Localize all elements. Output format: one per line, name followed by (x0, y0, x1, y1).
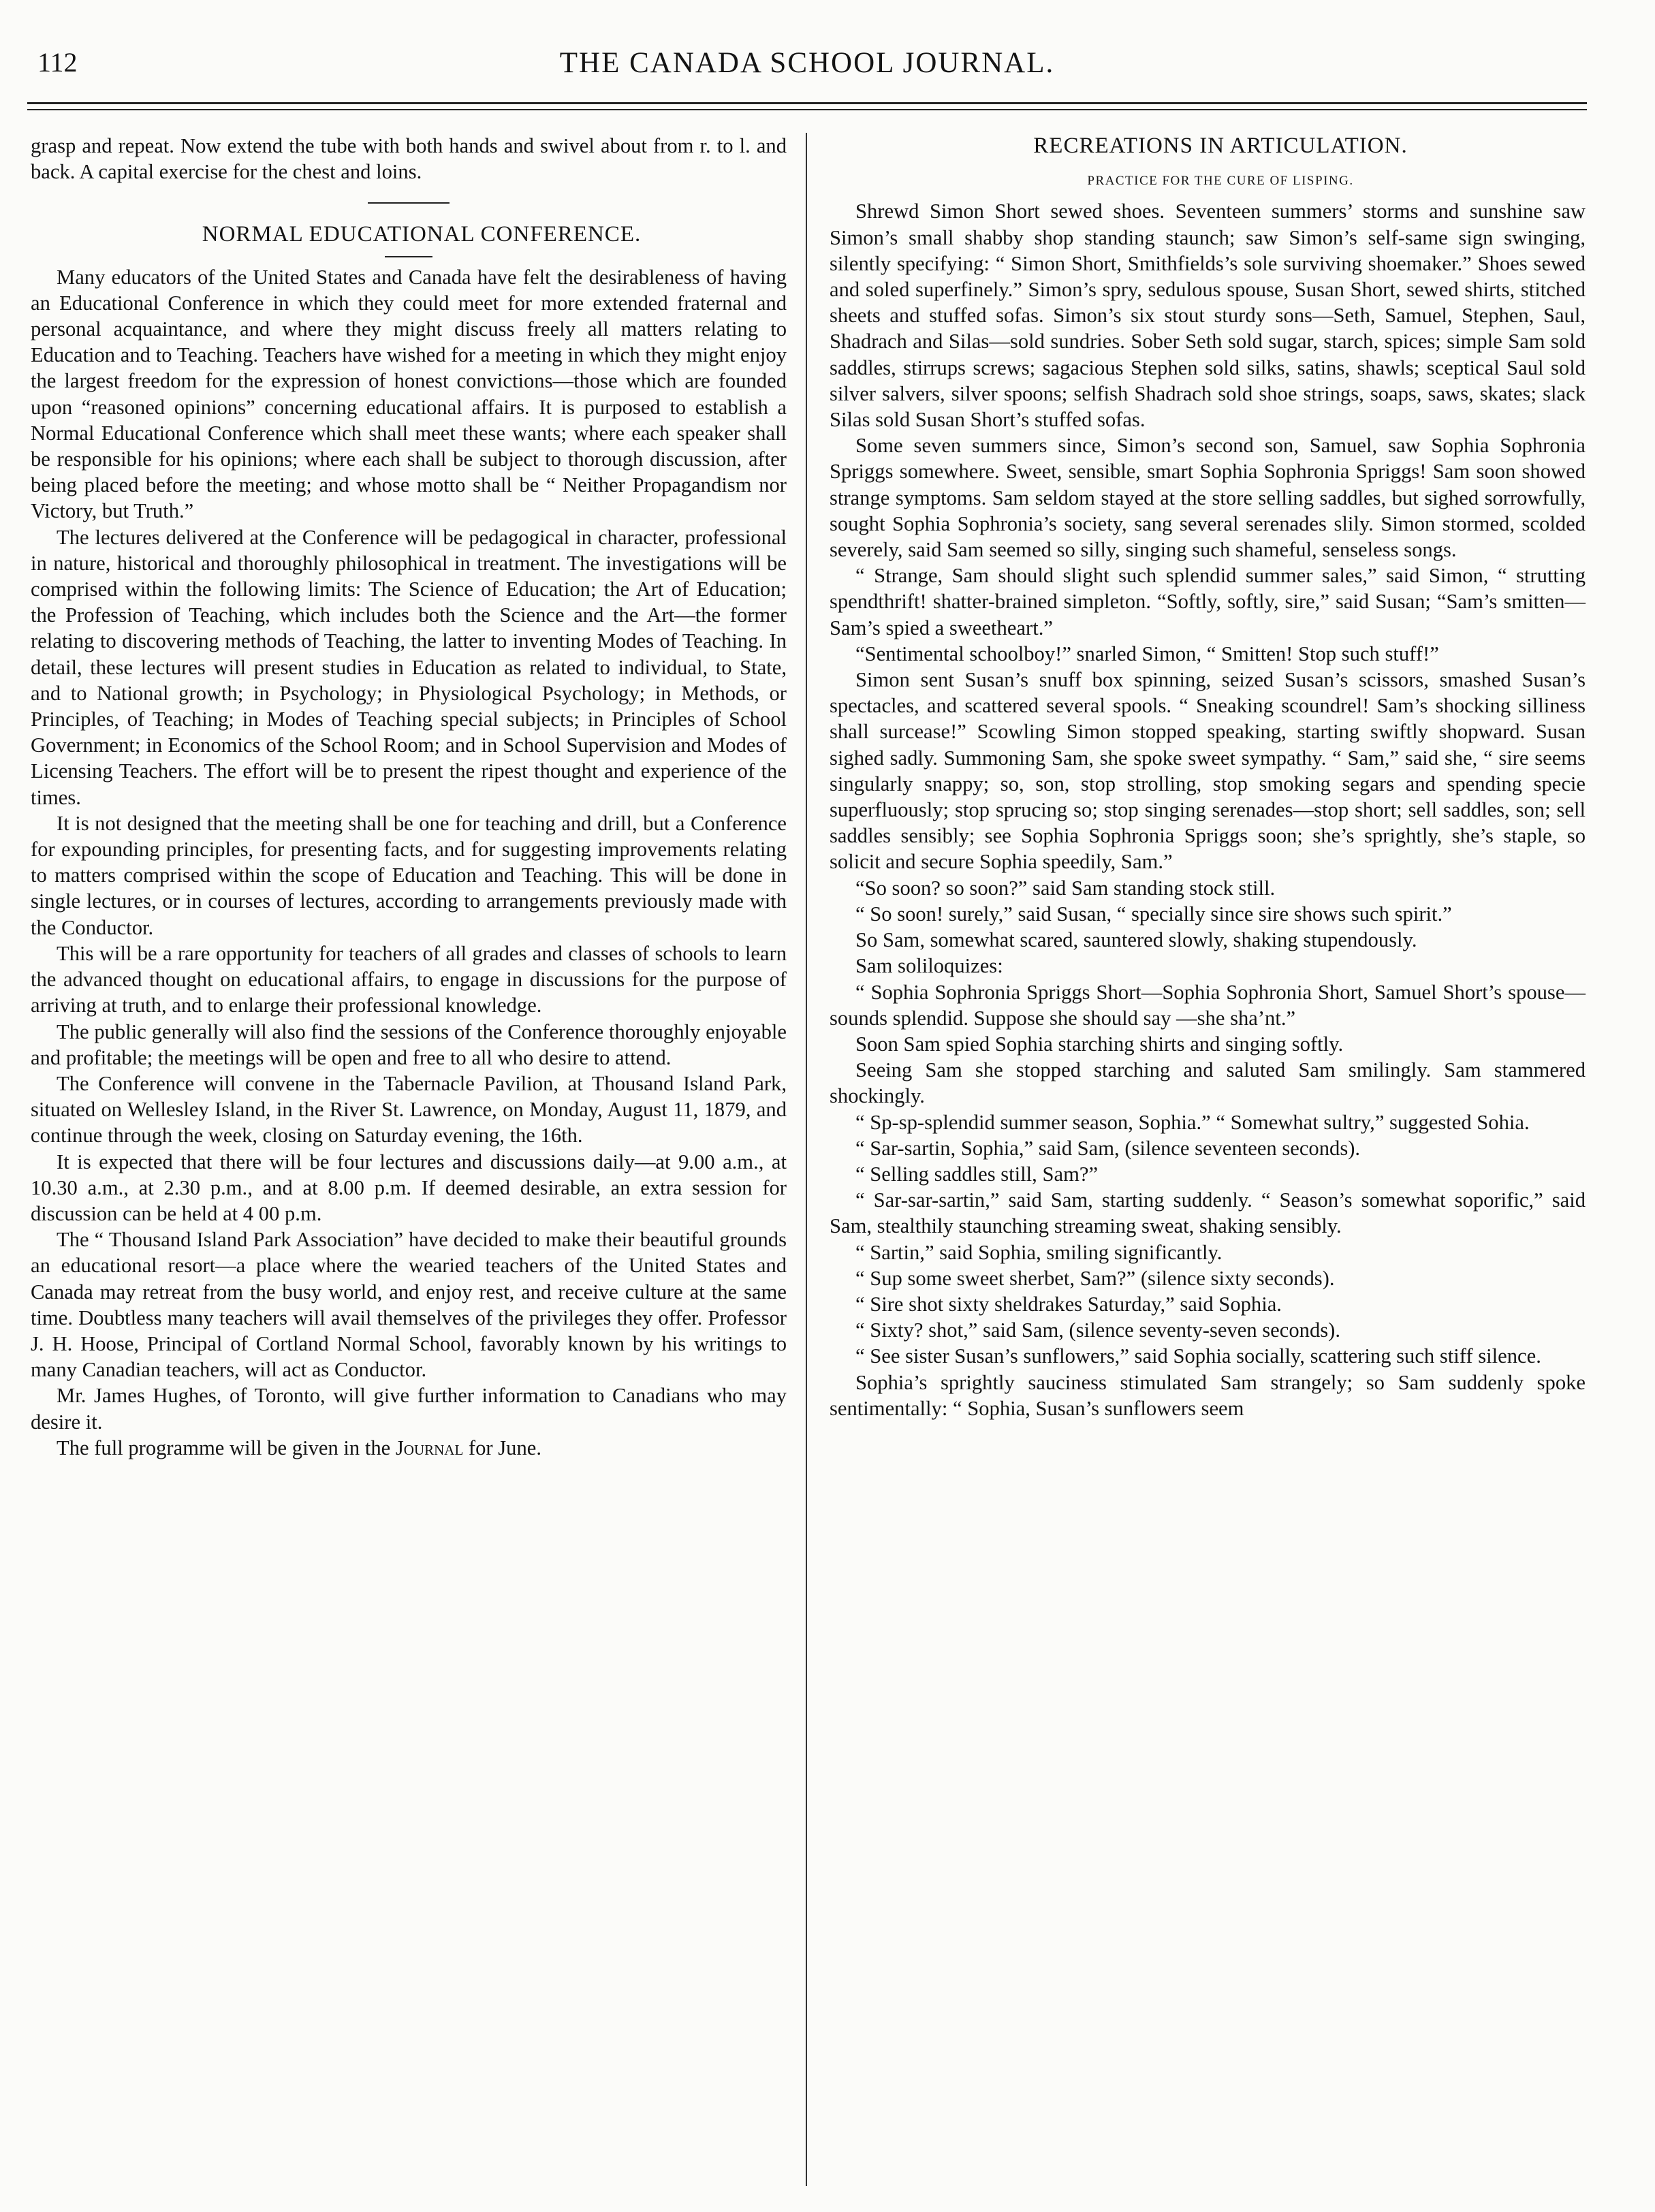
article-paragraph: “ Sire shot sixty sheldrakes Saturday,” said Sophia. (855, 1292, 1282, 1316)
journal-title: THE CANADA SCHOOL JOURNAL. (559, 47, 1055, 79)
article-paragraph: “So soon? so soon?” said Sam standing stock still. (855, 876, 1276, 900)
article-paragraph: Shrewd Simon Short sewed shoes. Seventeen summers’ storms and sunshine saw Simon’s small shabby shop standing staunch; saw Simon’s self-same sign swinging, silently specifying: “ Simon Short, Smithfields’s sole surviving shoemaker.” Shoes sewed and soled superfinely.” Simon’s spry, sedulous spouse, Susan Short, sewed shirts, stitched sheets and stuffed sofas. Simon’s six stout sturdy sons—Seth, Samuel, Stephen, Saul, Shadrach and Silas—sold sundries. Sober Seth sold sugar, starch, spices; simple Sam sold saddles, stirrups screws; sagacious Stephen sold silks, satins, shawls; sceptical Saul sold silver salvers, silver spoons; selfish Shadrach sold shoe strings, soaps, saws, skates; slack Silas sold Susan Short’s stuffed sofas. (830, 200, 1586, 432)
article-paragraph: “ Sup some sweet sherbet, Sam?” (silence sixty seconds). (855, 1266, 1335, 1290)
article-paragraph: The “ Thousand Island Park Association” have decided to make their beautiful grounds an educational resort—a place where the wearied teachers of the United States and Canada may retreat from the busy world, and enjoy rest, and receive culture at the same time. Doubtless many teachers will avail themselves of the privileges they offer. Professor J. H. Hoose, Principal of Cortland Normal School, favorably known by his writings to many Canadian teachers, will act as Conductor. (31, 1228, 787, 1382)
journal-name: Journal (395, 1436, 464, 1459)
header-rule-secondary (27, 109, 1587, 110)
article-paragraph: “Sentimental schoolboy!” snarled Simon, “ Smitten! Stop such stuff!” (855, 642, 1439, 665)
article-paragraph: Some seven summers since, Simon’s second son, Samuel, saw Sophia Sophronia Spriggs somewhere. Sweet, sensible, smart Sophia Sophronia Spriggs! Sam soon showed strange symptoms. Sam seldom stayed at the store selling saddles, but sighed sorrowfully, sought Sophia Sophronia’s society, sang several serenades slily. Simon stormed, scolded severely, said Sam seemed so silly, singing such shameful, senseless songs. (830, 434, 1586, 562)
article-paragraph: “ Sp-sp-splendid summer season, Sophia.” “ Somewhat sultry,” suggested Sohia. (855, 1110, 1530, 1134)
journal-page (27, 27, 1587, 2186)
article-paragraph: Simon sent Susan’s snuff box spinning, seized Susan’s scissors, smashed Susan’s spectacles, and scattered several spools. “ Sneaking scoundrel! Sam’s shocking silliness shall surcease!” Scowling Simon stopped speaking, starting swiftly shopward. Susan sighed sadly. Summoning Sam, she spoke sweet sympathy. “ Sam,” said she, “ sire seems singularly snappy; so, son, stop strolling, stop smoking segars and spending specie superfluously; stop sprucing so; stop singing serenades—stop short; sell saddles, son; sell saddles sensibly; see Sophia Sophronia Spriggs soon; she’s sprightly, she’s staple, so solicit and secure Sophia speedily, Sam.” (830, 668, 1586, 874)
header-rule (27, 102, 1587, 104)
article-paragraph: Mr. James Hughes, of Toronto, will give further information to Canadians who may desire it. (31, 1384, 787, 1434)
article-paragraph: “ Sar-sar-sartin,” said Sam, starting suddenly. “ Season’s somewhat soporific,” said Sam, stealthily staunching streaming sweat, shaking sensibly. (830, 1188, 1586, 1238)
article-paragraph: The public generally will also find the sessions of the Conference thoroughly enjoyable and profitable; the meetings will be open and free to all who desire to attend. (31, 1020, 787, 1069)
article-paragraph: “ Sixty? shot,” said Sam, (silence seventy-seven seconds). (855, 1318, 1340, 1342)
article-paragraph: It is not designed that the meeting shall be one for teaching and drill, but a Conference for expounding principles, for presenting facts, and for suggesting improvements relating to matters comprised within the scope of Education and Teaching. This will be done in single lectures, or in courses of lectures, according to arrangements previously made with the Conductor. (31, 811, 787, 939)
article-paragraph: “ See sister Susan’s sunflowers,” said Sophia socially, scattering such stiff silence. (855, 1344, 1541, 1368)
article-subtitle: PRACTICE FOR THE CURE OF LISPING. (1087, 174, 1354, 189)
continued-paragraph: grasp and repeat. Now extend the tube with both hands and swivel about from r. to l. and back. A capital exercise for the chest and loins. (31, 134, 787, 184)
article-paragraph: “ Sophia Sophronia Spriggs Short—Sophia Sophronia Short, Samuel Short’s spouse—sounds splendid. Suppose she should say —she sha’nt.” (830, 980, 1586, 1030)
article-paragraph: “ Sartin,” said Sophia, smiling significantly. (855, 1240, 1223, 1264)
page-header (27, 27, 1587, 85)
article-paragraph: Sophia’s sprightly sauciness stimulated Sam strangely; so Sam suddenly spoke sentimentally: “ Sophia, Susan’s sunflowers seem (830, 1370, 1586, 1420)
article-paragraph: It is expected that there will be four lectures and discussions daily—at 9.00 a.m., at 10.30 a.m., at 2.30 p.m., and at 8.00 p.m. If deemed desirable, an extra session for discussion can be held at 4 00 p.m. (31, 1150, 787, 1225)
right-column (830, 133, 1586, 1421)
article-paragraph: “ Sar-sartin, Sophia,” said Sam, (silence seventeen seconds). (855, 1136, 1361, 1160)
article-paragraph: The lectures delivered at the Conference will be pedagogical in character, professional in nature, historical and thoroughly philosophical in treatment. The investigations will be comprised within the following limits: The Science of Education; the Art of Education; the Profession of Teaching, which includes both the Science and the Art—the former relating to discovering methods of Teaching, the latter to inventing Modes of Teaching. In detail, these lectures will present studies in Education as related to individual, to State, and to National growth; in Psychology; in Physiological Psychology; in Methods, or Principles, of Teaching; in Modes of Teaching special subjects; in Principles of School Government; in Economics of the School Room; and in School Supervision and Modes of Licensing Teachers. The effort will be to present the ripest thought and experience of the times. (31, 525, 787, 809)
page-number: 112 (37, 47, 78, 78)
article-title: NORMAL EDUCATIONAL CONFERENCE. (202, 222, 642, 247)
article-paragraph: “ Strange, Sam should slight such splendid summer sales,” said Simon, “ strutting spendthrift! shatter-brained simpleton. “Softly, softly, sire,” said Susan; “Sam’s smitten—Sam’s spied a sweetheart.” (830, 564, 1586, 639)
article-paragraph: Sam soliloquizes: (855, 954, 1003, 978)
article-paragraph: “ So soon! surely,” said Susan, “ specially since sire shows such spirit.” (855, 902, 1452, 926)
column-divider (806, 133, 807, 2186)
article-title: RECREATIONS IN ARTICULATION. (1033, 133, 1408, 158)
closing-text-start: The full programme will be given in the (57, 1436, 396, 1459)
closing-text-end: for June. (463, 1436, 541, 1459)
article-paragraph: Soon Sam spied Sophia starching shirts and singing softly. (855, 1032, 1344, 1056)
left-column (31, 133, 787, 1461)
article-paragraph: “ Selling saddles still, Sam?” (855, 1162, 1099, 1186)
article-paragraph: Many educators of the United States and Canada have felt the desirableness of having an Educational Conference in which they could meet for more extended fraternal and personal acquaintance, and where they might discuss freely all matters relating to Education and to Teaching. Teachers have wished for a meeting in which they might enjoy the largest freedom for the expression of honest convictions—those which are founded upon “reasoned opinions” concerning educational affairs. It is purposed to establish a Normal Educational Conference which shall meet these wants; where each speaker shall be responsible for his opinions; where each shall be subject to thorough discussion, after being placed before the meeting; and whose motto shall be “ Neither Propagandism nor Victory, but Truth.” (31, 265, 787, 523)
article-closing-paragraph (31, 1435, 787, 1461)
article-paragraph: Seeing Sam she stopped starching and saluted Sam smilingly. Sam stammered shockingly. (830, 1058, 1586, 1108)
article-paragraph: So Sam, somewhat scared, sauntered slowly, shaking stupendously. (855, 928, 1417, 952)
article-paragraph: The Conference will convene in the Tabernacle Pavilion, at Thousand Island Park, situated on Wellesley Island, in the River St. Lawrence, on Monday, August 11, 1879, and continue through the week, closing on Saturday evening, the 16th. (31, 1071, 787, 1148)
article-paragraph: This will be a rare opportunity for teachers of all grades and classes of schools to learn the advanced thought on educational affairs, to engage in discussions for the purpose of arriving at truth, and to enlarge their professional knowledge. (31, 941, 787, 1017)
